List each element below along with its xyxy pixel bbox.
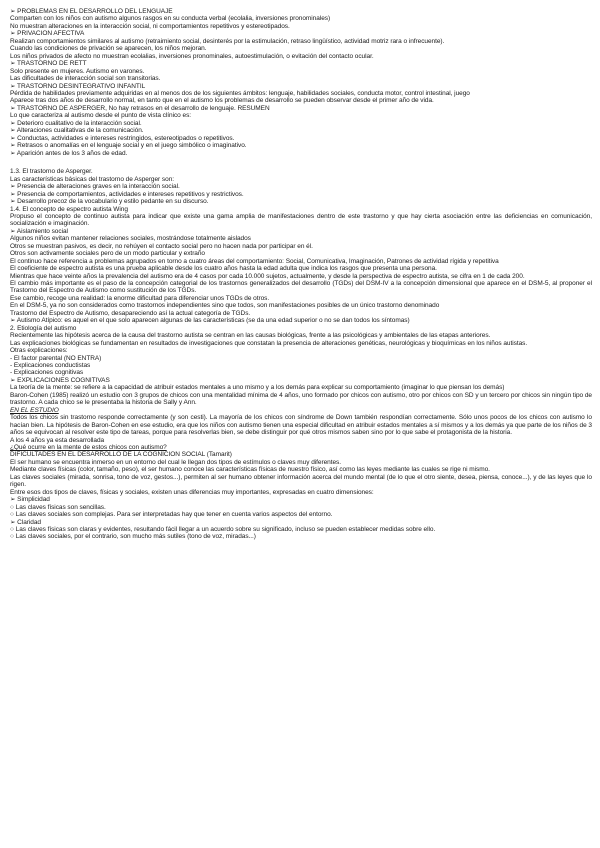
text-line: No muestran alteraciones en la interacción social, ni comportamientos repetitivos y estereotipados.: [10, 22, 290, 30]
text-line: ➢ Presencia de alteraciones graves en la interacción social.: [10, 183, 180, 191]
text-line: El continuo hace referencia a problemas agrupados en torno a cuatro áreas del comportamiento: Social, Comunicativa, Imaginación, Patrones de actividad rígida y repetitiva: [10, 257, 499, 265]
text-line: ➢ Retrasos o anomalías en el lenguaje social y en el juego simbólico o imaginativo.: [10, 142, 247, 150]
text-line: Los niños privados de afecto no muestran ecolalias, inversiones pronominales, autoestimulación, o evitación del contacto ocular.: [10, 52, 374, 60]
text-line: ➢ Aparición antes de los 3 años de edad.: [10, 149, 128, 157]
text-line: - El factor parental (NO ENTRA): [10, 354, 102, 362]
text-line: ➢ TRASTORNO DESINTEGRATIVO INFANTIL: [10, 82, 146, 90]
text-line: ○ Las claves sociales son complejas. Para ser interpretadas hay que tener en cuenta varios aspectos del entorno.: [10, 511, 333, 519]
text-line: El cambio más importante es el paso de la concepción categorial de los trastornos generalizados del desarrollo (TGDs) del DSM-IV a la concepción dimensional que aparece en el DSM-5, al proponer el Trastorno del Espectro de Autismo como sustitución de los TGDs.: [10, 280, 592, 295]
text-line: Las dificultades de interacción social son transitorias.: [10, 75, 161, 83]
text-line: Solo presente en mujeres. Autismo en varones.: [10, 67, 145, 75]
text-line: Propuso el concepto de continuo autista para indicar que existe una gama amplia de manifestaciones dentro de este trastorno y que hay cierta asociación entre las deficiencias en comunicación, socialización e imaginación.: [10, 212, 592, 228]
text-line: Pérdida de habilidades previamente adquiridas en al menos dos de los siguientes ámbitos: lenguaje, habilidades sociales, conducta motor, control intestinal, juego: [10, 89, 470, 97]
text-line: Otras explicaciones:: [10, 347, 68, 355]
text-line: ○ Las claves físicas son sencillas.: [10, 503, 106, 511]
text-line: Lo que caracteriza al autismo desde el punto de vista clínico es:: [10, 112, 192, 120]
text-line: ➢ TRASTORNO DE ASPERGER, No hay retrasos en el desarrollo de lenguaje. RESUMEN: [10, 104, 270, 112]
text-line: ➢ Presencia de comportamientos, actividades e intereses repetitivos y restrictivos.: [10, 190, 244, 198]
text-line: Aparece tras dos años de desarrollo normal, en tanto que en el autismo los problemas de desarrollo se pueden observar desde el primer año de vida.: [10, 97, 434, 105]
text-line: La teoría de la mente: se refiere a la capacidad de atribuir estados mentales a uno mismo y a los demás para explicar su comportamiento (imaginar lo que piensan los demás): [10, 384, 505, 392]
text-line: Las características básicas del trastorno de Asperger son:: [10, 175, 175, 183]
text-line: EN EL ESTUDIO: [10, 406, 59, 414]
text-line: Recientemente las hipótesis acerca de la causa del trastorno autista se centran en las causas biológicas, frente a las psicológicas y ambientales de las etapas anteriores.: [10, 332, 491, 340]
text-line: ➢ Aislamiento social: [10, 227, 68, 235]
text-line: DIFICULTADES EN EL DESARROLLO DE LA COGNICIÓN SOCIAL (Tamarit): [10, 451, 232, 459]
text-line: ➢ Simplicidad: [10, 496, 50, 504]
text-line: ➢ Alteraciones cualitativas de la comunicación.: [10, 127, 144, 135]
text-line: Comparten con los niños con autismo algunos rasgos en su conducta verbal (ecolalia, inversiones pronominales): [10, 15, 331, 23]
text-line: Trastorno del Espectro de Autismo, desapareciendo así la actual categoría de TGDs.: [10, 309, 251, 317]
text-line: ➢ PROBLEMAS EN EL DESARROLLO DEL LENGUAJE: [10, 8, 173, 15]
text-line: - Explicaciones conductistas: [10, 362, 91, 370]
text-line: 1.3. El trastorno de Asperger.: [10, 168, 93, 176]
text-line: ➢ Claridad: [10, 518, 41, 526]
paragraph-gap: [10, 157, 592, 168]
text-line: Las claves sociales (mirada, sonrisa, tono de voz, gestos...), permiten al ser humano obtener información acerca del mundo mental (de lo que el otro siente, desea, piensa, conoce...), y de las leyes que lo rigen.: [10, 473, 592, 489]
text-line: - Explicaciones cognitivas: [10, 369, 84, 377]
text-line: Otros son activamente sociales pero de un modo particular y extraño: [10, 250, 206, 258]
text-line: En el DSM-5, ya no son considerados como trastornos independientes sino que todos, son manifestaciones posibles de un único trastorno denominado: [10, 302, 440, 310]
text-line: Realizan comportamientos similares al autismo (retraimiento social, desinterés por la estimulación, retraso lingüístico, actividad motriz rara o infrecuente).: [10, 37, 445, 45]
text-line: Mediante claves físicas (color, tamaño, peso), el ser humano conoce las características físicas de nuestro físico, así como las leyes mediante las cuales se rige ni mismo.: [10, 466, 490, 474]
text-line: ○ Las claves sociales, por el contrario, son mucho más sutiles (tono de voz, miradas...): [10, 533, 256, 541]
text-line: Ese cambio, recoge una realidad: la enorme dificultad para diferenciar unos TGDs de otros.: [10, 294, 270, 302]
text-line: A los 4 años ya esta desarrollada: [10, 436, 105, 444]
text-line: ➢ Autismo Atípico: es aquel en el que solo aparecen algunas de las características (se da una edad superior o no se dan todos los síntomas): [10, 317, 410, 325]
text-line: El coeficiente de espectro autista es una prueba aplicable desde los cuatro años hasta la edad adulta que indica los rasgos que presenta una persona.: [10, 265, 437, 273]
text-line: Las explicaciones biológicas se fundamentan en resultados de investigaciones que constatan la presencia de alteraciones genéticas, neurológicas y bioquímicas en los niños autistas.: [10, 339, 528, 347]
text-line: ➢ Conductas, actividades e intereses restringidos, estereotipados o repetitivos.: [10, 134, 235, 142]
text-line: Otros se muestran pasivos, es decir, no rehúyen el contacto social pero no hacen nada por participar en él.: [10, 242, 313, 250]
text-line: Todos los chicos sin trastorno responde correctamente (y son cesti). La mayoría de los chicos con síndrome de Down también respondían correctamente. Sólo unos pocos de los chicos con autismo lo hacían bien. La hipótesis de Baron-Cohen en ese estudio, era que los niños con autismo tienen una especial dificultad en atribuir estados mentales a sí mismos y a los demás ya que parte de los niños de 3 años se equivocan al resolver este tipo de tareas, porque para resolverlas bien, se debe distinguir por qué otros mismos saben sino por lo que sabe el protagonista de la historia.: [10, 414, 592, 437]
text-line: 2. Etiología del autismo: [10, 324, 77, 332]
text-line: ➢ TRASTORNO DE RETT: [10, 60, 87, 68]
text-line: El ser humano se encuentra inmerso en un entorno del cual le llegan dos tipos de estímulos o claves muy diferentes.: [10, 458, 341, 466]
text-line: Entre esos dos tipos de claves, físicas y sociales, existen unas diferencias muy importantes, expresadas en cuatro dimensiones:: [10, 488, 374, 496]
text-line: Cuando las condiciones de privación se aparecen, los niños mejoran.: [10, 45, 207, 53]
text-line: Algunos niños evitan mantener relaciones sociales, mostrándose totalmente aislados: [10, 235, 251, 243]
text-line: ¿Qué ocurre en la mente de estos chicos con autismo?: [10, 444, 167, 451]
text-line: Mientras que hace veinte años la prevalencia del autismo era de 4 casos por cada 10.000 sujetos, actualmente, y desde la perspectiva de espectro autista, se cifra en 1 de cada 200.: [10, 272, 525, 280]
text-line: ➢ PRIVACIÓN AFECTIVA: [10, 30, 85, 38]
text-line: 1.4. El concepto de espectro autista Wing: [10, 205, 128, 213]
text-line: ➢ Desarrollo precoz de la vocabulario y estilo pedante en su discurso.: [10, 198, 209, 206]
text-line: ➢ Deterioro cualitativo de la interacción social.: [10, 119, 142, 127]
text-line: Baron-Cohen (1985) realizó un estudio con 3 grupos de chicos con una mentalidad mínima de 4 años, uno formado por chicos con autismo, otro por chicos con SD y un tercero por chicos sin ningún tipo de trastorno. A cada chico se le presentaba la historia de Sally y Ann.: [10, 391, 592, 407]
text-line: ➢ EXPLICACIONES COGNITIVAS: [10, 376, 110, 384]
text-line: ○ Las claves físicas son claras y evidentes, resultando fácil llegar a un acuerdo sobre su significado, incluso se pueden establecer medidas sobre ello.: [10, 525, 436, 533]
